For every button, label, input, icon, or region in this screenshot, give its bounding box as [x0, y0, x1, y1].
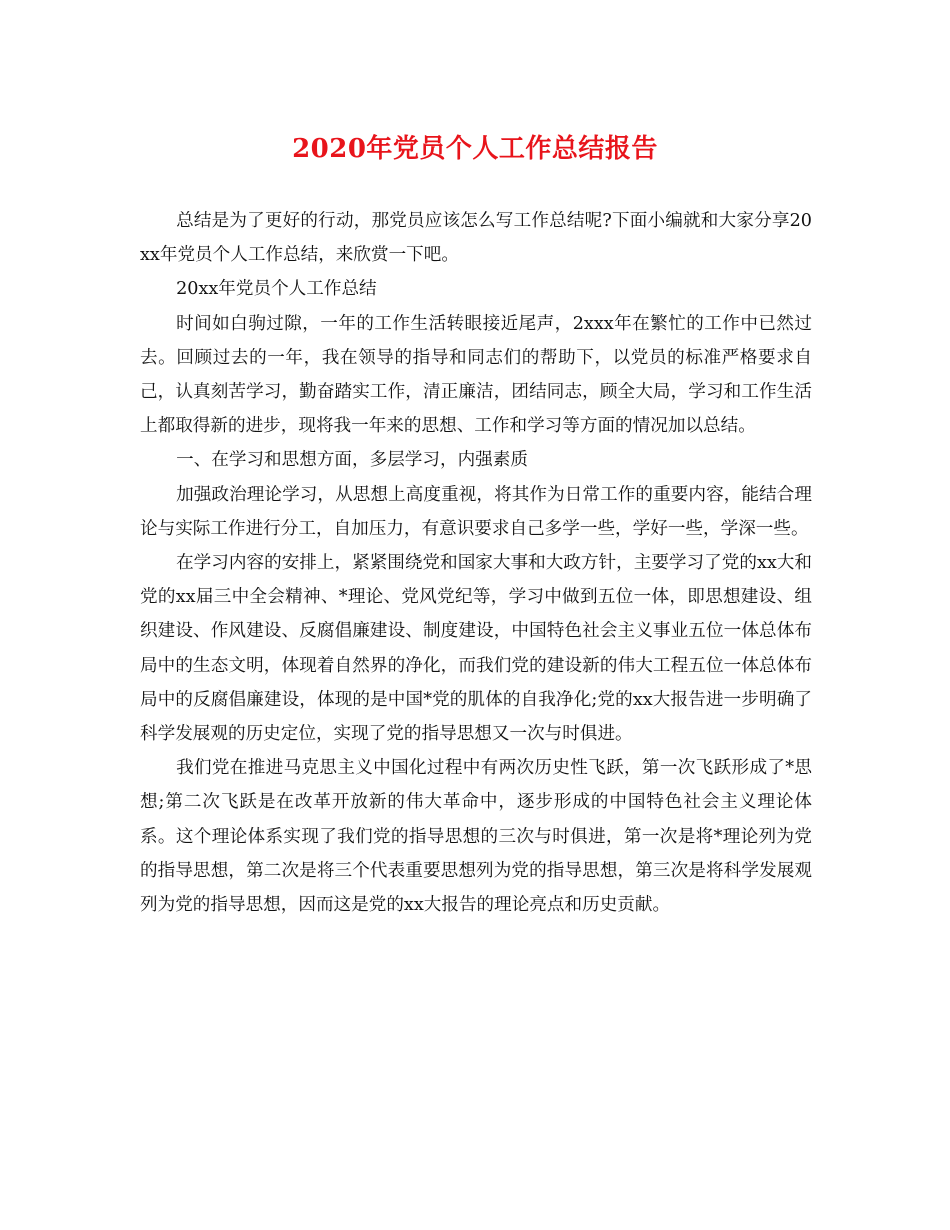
body-paragraph: 在学习内容的安排上，紧紧围绕党和国家大事和大政方针，主要学习了党的xx大和党的xx届三中全会精神、*理论、党风党纪等，学习中做到五位一体，即思想建设、组织建设、作风建设、反腐倡廉建设、制度建设，中国特色社会主义事业五位一体总体布局中的生态文明，体现着自然界的净化，而我们党的建设新的伟大工程五位一体总体布局中的反腐倡廉建设，体现的是中国*党的肌体的自我净化;党的xx大报告进一步明确了科学发展观的历史定位，实现了党的指导思想又一次与时俱进。 [140, 553, 812, 745]
body-paragraph: 我们党在推进马克思主义中国化过程中有两次历史性飞跃，第一次飞跃形成了*思想;第二次飞跃是在改革开放新的伟大革命中，逐步形成的中国特色社会主义理论体系。这个理论体系实现了我们党的指导思想的三次与时俱进，第一次是将*理论列为党的指导思想，第二次是将三个代表重要思想列为党的指导思想，第三次是将科学发展观列为党的指导思想，因而这是党的xx大报告的理论亮点和历史贡献。 [140, 758, 812, 916]
intro-paragraph: 总结是为了更好的行动，那党员应该怎么写工作总结呢?下面小编就和大家分享20xx年党员个人工作总结，来欣赏一下吧。 [140, 211, 812, 266]
body-paragraph: 时间如白驹过隙，一年的工作生活转眼接近尾声，2xxx年在繁忙的工作中已然过去。回顾过去的一年，我在领导的指导和同志们的帮助下，以党员的标准严格要求自己，认真刻苦学习，勤奋踏实工作，清正廉洁，团结同志，顾全大局，学习和工作生活上都取得新的进步，现将我一年来的思想、工作和学习等方面的情况加以总结。 [140, 313, 812, 437]
document-title: 2020年党员个人工作总结报告 [292, 134, 658, 164]
section-heading: 20xx年党员个人工作总结 [176, 279, 377, 300]
subsection-heading: 一、在学习和思想方面，多层学习，内强素质 [176, 450, 528, 471]
body-paragraph: 加强政治理论学习，从思想上高度重视，将其作为日常工作的重要内容，能结合理论与实际工作进行分工，自加压力，有意识要求自己多学一些，学好一些，学深一些。 [140, 484, 812, 539]
document-body [140, 204, 812, 922]
